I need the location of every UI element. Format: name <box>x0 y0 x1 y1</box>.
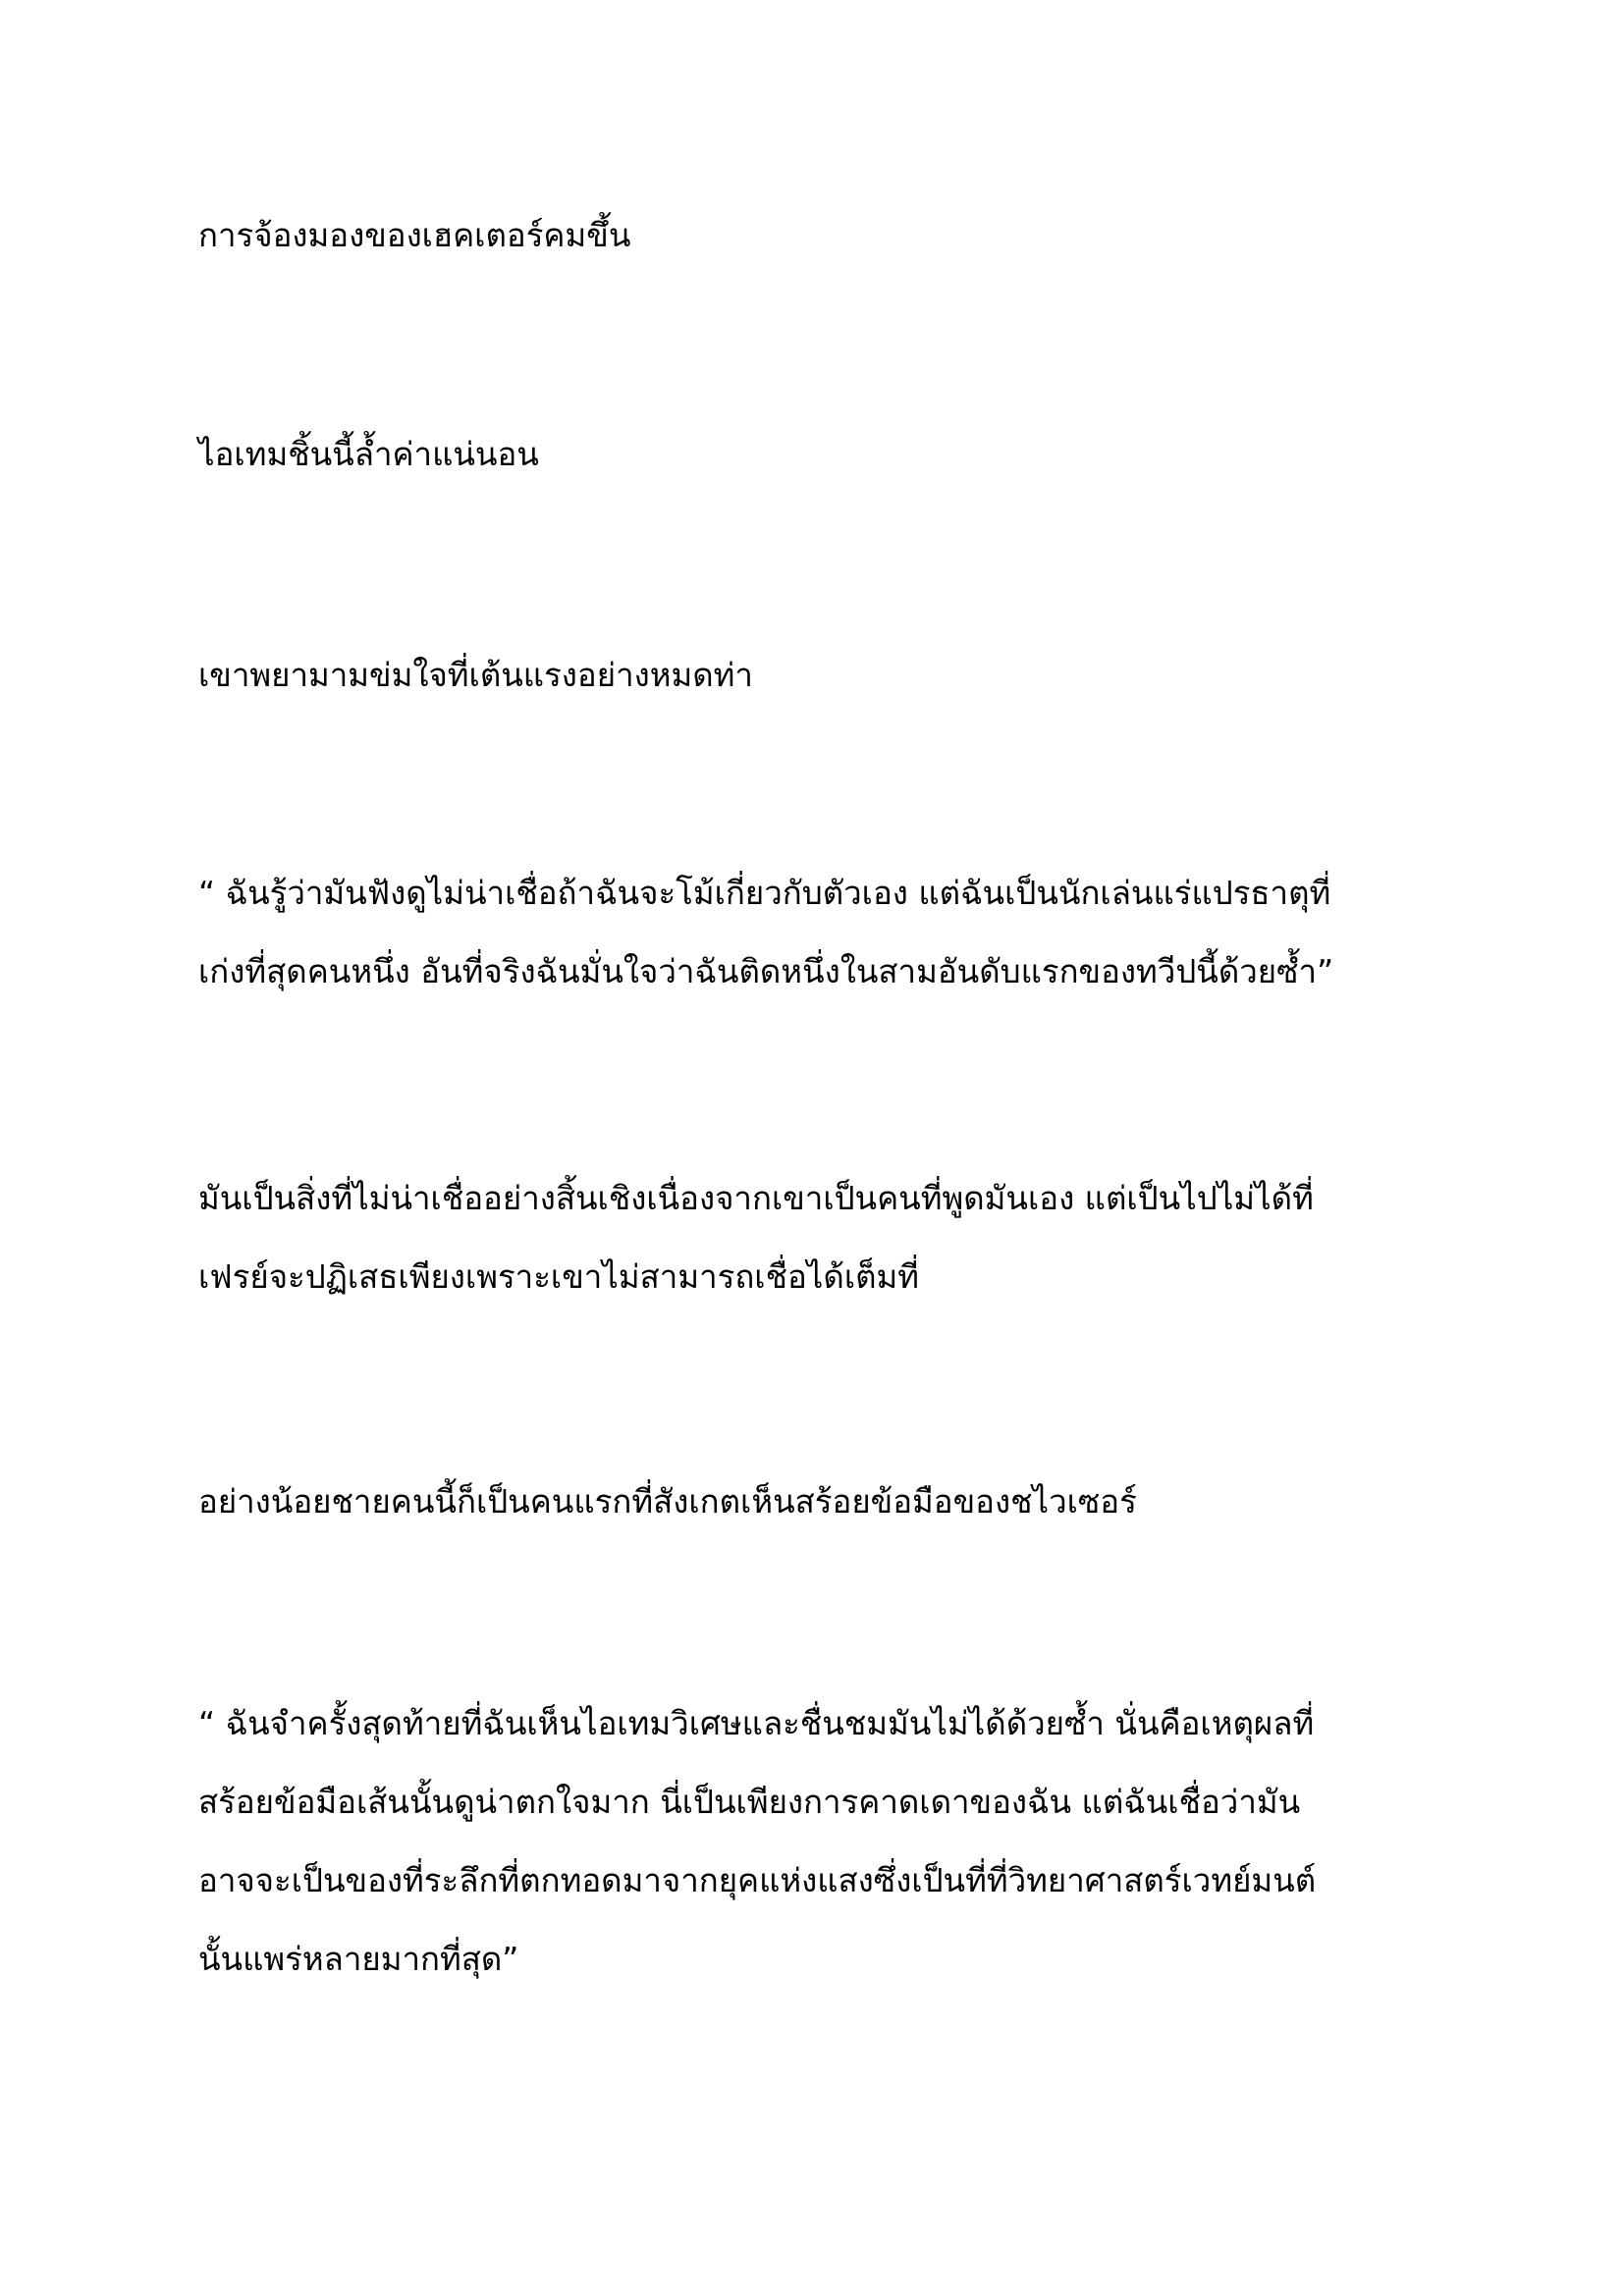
text-line: ไอเทมชิ้นนี้ล้ำค่าแน่นอน <box>198 435 539 473</box>
paragraph-5 <box>198 1159 1445 1316</box>
paragraph-7 <box>198 1684 1445 1999</box>
text-line: อย่างน้อยชายคนนี้ก็เป็นคนแรกที่สังเกตเห็นสร้อยข้อมือของชไวเซอร์ <box>198 1482 1137 1521</box>
text-line: นั้นแพร่หลายมากที่สุด” <box>198 1940 519 1978</box>
text-line: มันเป็นสิ่งที่ไม่น่าเชื่ออย่างสิ้นเชิงเนื่องจากเขาเป็นคนที่พูดมันเอง แต่เป็นไปไม่ได้ที่ <box>198 1179 1314 1217</box>
paragraph-1 <box>198 196 1445 275</box>
text-line: “ ฉันจำครั้งสุดท้ายที่ฉันเห็นไอเทมวิเศษและชื่นชมมันไม่ได้ด้วยซ้ำ นั่นคือเหตุผลที่ <box>198 1704 1315 1742</box>
text-line: “ ฉันรู้ว่ามันฟังดูไม่น่าเชื่อถ้าฉันจะโม้เกี่ยวกับตัวเอง แต่ฉันเป็นนักเล่นแร่แปรธาตุที่ <box>198 874 1331 912</box>
text-line: สร้อยข้อมือเส้นนั้นดูน่าตกใจมาก นี่เป็นเพียงการคาดเดาของฉัน แต่ฉันเชื่อว่ามัน <box>198 1783 1301 1821</box>
paragraph-6 <box>198 1463 1445 1541</box>
paragraph-2 <box>198 415 1445 494</box>
text-line: เก่งที่สุดคนหนึ่ง อันที่จริงฉันมั่นใจว่าฉันติดหนึ่งในสามอันดับแรกของทวีปนี้ด้วยซ้ำ” <box>198 952 1334 990</box>
text-line: อาจจะเป็นของที่ระลึกที่ตกทอดมาจากยุคแห่งแสงซึ่งเป็นที่ที่วิทยาศาสตร์เวทย์มนต์ <box>198 1861 1317 1899</box>
text-line: การจ้องมองของเฮคเตอร์คมขึ้น <box>198 216 631 254</box>
paragraph-4 <box>198 854 1445 1011</box>
text-line: เฟรย์จะปฏิเสธเพียงเพราะเขาไม่สามารถเชื่อได้เต็มที่ <box>198 1257 920 1296</box>
text-line: เขาพยามามข่มใจที่เต้นแรงอย่างหมดท่า <box>198 656 753 694</box>
paragraph-3 <box>198 636 1445 715</box>
